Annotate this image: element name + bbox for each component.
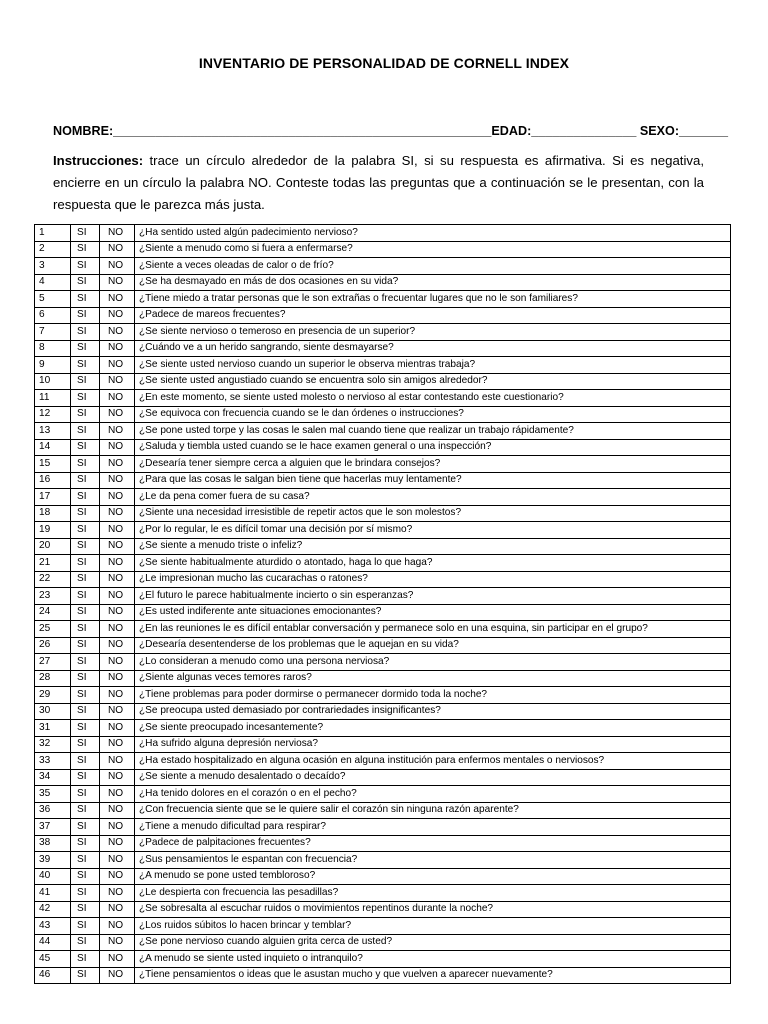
table-row — [35, 571, 731, 588]
answer-no-option[interactable]: NO — [100, 736, 135, 753]
table-row — [35, 885, 731, 902]
question-text: ¿Ha sentido usted algún padecimiento nervioso? — [135, 225, 731, 242]
question-number: 10 — [35, 373, 71, 390]
question-text: ¿Se ha desmayado en más de dos ocasiones en su vida? — [135, 274, 731, 291]
question-text: ¿Se sobresalta al escuchar ruidos o movimientos repentinos durante la noche? — [135, 901, 731, 918]
answer-no-option[interactable]: NO — [100, 604, 135, 621]
question-text: ¿Se siente usted angustiado cuando se encuentra solo sin amigos alrededor? — [135, 373, 731, 390]
table-row — [35, 472, 731, 489]
question-number: 21 — [35, 555, 71, 572]
answer-no-option[interactable]: NO — [100, 819, 135, 836]
answer-no-option[interactable]: NO — [100, 918, 135, 935]
table-row — [35, 852, 731, 869]
question-text: ¿Padece de palpitaciones frecuentes? — [135, 835, 731, 852]
answer-si-option[interactable]: SI — [71, 901, 100, 918]
answer-si-option[interactable]: SI — [71, 621, 100, 638]
answer-si-option[interactable]: SI — [71, 786, 100, 803]
answer-si-option[interactable]: SI — [71, 852, 100, 869]
question-text: ¿Se siente nervioso o temeroso en presencia de un superior? — [135, 324, 731, 341]
answer-si-option[interactable]: SI — [71, 934, 100, 951]
question-number: 16 — [35, 472, 71, 489]
question-text: ¿Siente a veces oleadas de calor o de frío? — [135, 258, 731, 275]
question-number: 6 — [35, 307, 71, 324]
answer-no-option[interactable]: NO — [100, 769, 135, 786]
answer-si-option[interactable]: SI — [71, 720, 100, 737]
question-text: ¿Para que las cosas le salgan bien tiene que hacerlas muy lentamente? — [135, 472, 731, 489]
table-row — [35, 967, 731, 984]
table-row — [35, 522, 731, 539]
answer-si-option[interactable]: SI — [71, 390, 100, 407]
answer-si-option[interactable]: SI — [71, 918, 100, 935]
answer-no-option[interactable]: NO — [100, 390, 135, 407]
answer-no-option[interactable]: NO — [100, 571, 135, 588]
answer-si-option[interactable]: SI — [71, 324, 100, 341]
table-row — [35, 390, 731, 407]
answer-si-option[interactable]: SI — [71, 241, 100, 258]
question-text: ¿El futuro le parece habitualmente incierto o sin esperanzas? — [135, 588, 731, 605]
answer-no-option[interactable]: NO — [100, 868, 135, 885]
table-row — [35, 406, 731, 423]
answer-si-option[interactable]: SI — [71, 373, 100, 390]
table-row — [35, 291, 731, 308]
question-number: 28 — [35, 670, 71, 687]
table-row — [35, 654, 731, 671]
answer-no-option[interactable]: NO — [100, 885, 135, 902]
question-number: 32 — [35, 736, 71, 753]
answer-no-option[interactable]: NO — [100, 241, 135, 258]
answer-no-option[interactable]: NO — [100, 835, 135, 852]
answer-si-option[interactable]: SI — [71, 538, 100, 555]
question-number: 11 — [35, 390, 71, 407]
question-text: ¿Siente algunas veces temores raros? — [135, 670, 731, 687]
question-number: 40 — [35, 868, 71, 885]
question-text: ¿Le despierta con frecuencia las pesadillas? — [135, 885, 731, 902]
question-number: 25 — [35, 621, 71, 638]
answer-no-option[interactable]: NO — [100, 522, 135, 539]
answer-si-option[interactable]: SI — [71, 670, 100, 687]
table-row — [35, 489, 731, 506]
answer-no-option[interactable]: NO — [100, 934, 135, 951]
question-number: 43 — [35, 918, 71, 935]
table-row — [35, 324, 731, 341]
question-text: ¿Lo consideran a menudo como una persona nerviosa? — [135, 654, 731, 671]
answer-si-option[interactable]: SI — [71, 736, 100, 753]
question-text: ¿Le impresionan mucho las cucarachas o ratones? — [135, 571, 731, 588]
answer-si-option[interactable]: SI — [71, 868, 100, 885]
question-number: 23 — [35, 588, 71, 605]
question-text: ¿Se siente habitualmente aturdido o atontado, haga lo que haga? — [135, 555, 731, 572]
answer-si-option[interactable]: SI — [71, 291, 100, 308]
answer-no-option[interactable]: NO — [100, 439, 135, 456]
table-row — [35, 835, 731, 852]
answer-no-option[interactable]: NO — [100, 588, 135, 605]
answer-si-option[interactable]: SI — [71, 604, 100, 621]
table-row — [35, 802, 731, 819]
answer-si-option[interactable]: SI — [71, 835, 100, 852]
table-row — [35, 934, 731, 951]
answer-no-option[interactable]: NO — [100, 555, 135, 572]
answer-no-option[interactable]: NO — [100, 505, 135, 522]
answer-no-option[interactable]: NO — [100, 274, 135, 291]
table-row — [35, 505, 731, 522]
answer-si-option[interactable]: SI — [71, 951, 100, 968]
answer-si-option[interactable]: SI — [71, 274, 100, 291]
answer-si-option[interactable]: SI — [71, 357, 100, 374]
answer-si-option[interactable]: SI — [71, 258, 100, 275]
answer-si-option[interactable]: SI — [71, 571, 100, 588]
question-number: 4 — [35, 274, 71, 291]
answer-no-option[interactable]: NO — [100, 621, 135, 638]
question-text: ¿Ha tenido dolores en el corazón o en el pecho? — [135, 786, 731, 803]
question-number: 42 — [35, 901, 71, 918]
answer-no-option[interactable]: NO — [100, 324, 135, 341]
personal-info-fields[interactable]: NOMBRE:______________________________________________________EDAD:_______________ SEXO:_______ — [53, 124, 729, 138]
answer-no-option[interactable]: NO — [100, 258, 135, 275]
answer-no-option[interactable]: NO — [100, 406, 135, 423]
question-number: 3 — [35, 258, 71, 275]
question-text: ¿Es usted indiferente ante situaciones emocionantes? — [135, 604, 731, 621]
question-number: 45 — [35, 951, 71, 968]
answer-si-option[interactable]: SI — [71, 654, 100, 671]
answer-si-option[interactable]: SI — [71, 885, 100, 902]
table-row — [35, 307, 731, 324]
answer-no-option[interactable]: NO — [100, 654, 135, 671]
question-text: ¿Sus pensamientos le espantan con frecuencia? — [135, 852, 731, 869]
answer-no-option[interactable]: NO — [100, 472, 135, 489]
answer-si-option[interactable]: SI — [71, 307, 100, 324]
question-text: ¿A menudo se pone usted tembloroso? — [135, 868, 731, 885]
question-text: ¿Ha sufrido alguna depresión nerviosa? — [135, 736, 731, 753]
question-number: 22 — [35, 571, 71, 588]
answer-no-option[interactable]: NO — [100, 802, 135, 819]
question-number: 9 — [35, 357, 71, 374]
answer-si-option[interactable]: SI — [71, 472, 100, 489]
table-row — [35, 456, 731, 473]
answer-no-option[interactable]: NO — [100, 291, 135, 308]
answer-no-option[interactable]: NO — [100, 753, 135, 770]
question-number: 19 — [35, 522, 71, 539]
answer-si-option[interactable]: SI — [71, 439, 100, 456]
answer-no-option[interactable]: NO — [100, 340, 135, 357]
question-number: 13 — [35, 423, 71, 440]
question-text: ¿Se pone usted torpe y las cosas le salen mal cuando tiene que realizar un trabajo rápidamente? — [135, 423, 731, 440]
table-row — [35, 357, 731, 374]
question-text: ¿En las reuniones le es difícil entablar conversación y permanece solo en una esquina, sin participar en el grupo? — [135, 621, 731, 638]
question-text: ¿Tiene problemas para poder dormirse o permanecer dormido toda la noche? — [135, 687, 731, 704]
question-number: 15 — [35, 456, 71, 473]
table-row — [35, 670, 731, 687]
table-row — [35, 720, 731, 737]
answer-no-option[interactable]: NO — [100, 456, 135, 473]
question-number: 14 — [35, 439, 71, 456]
answer-si-option[interactable]: SI — [71, 802, 100, 819]
question-number: 26 — [35, 637, 71, 654]
question-number: 39 — [35, 852, 71, 869]
question-number: 46 — [35, 967, 71, 984]
answer-no-option[interactable]: NO — [100, 967, 135, 984]
table-row — [35, 786, 731, 803]
answer-no-option[interactable]: NO — [100, 225, 135, 242]
question-text: ¿Saluda y tiembla usted cuando se le hace examen general o una inspección? — [135, 439, 731, 456]
answer-si-option[interactable]: SI — [71, 456, 100, 473]
table-row — [35, 538, 731, 555]
question-text: ¿Tiene miedo a tratar personas que le son extrañas o frecuentar lugares que no le son familiares? — [135, 291, 731, 308]
answer-si-option[interactable]: SI — [71, 753, 100, 770]
table-row — [35, 621, 731, 638]
question-number: 1 — [35, 225, 71, 242]
answer-si-option[interactable]: SI — [71, 703, 100, 720]
question-number: 5 — [35, 291, 71, 308]
table-row — [35, 736, 731, 753]
question-text: ¿Los ruidos súbitos lo hacen brincar y temblar? — [135, 918, 731, 935]
answer-no-option[interactable]: NO — [100, 489, 135, 506]
question-text: ¿Cuándo ve a un herido sangrando, siente desmayarse? — [135, 340, 731, 357]
answer-si-option[interactable]: SI — [71, 423, 100, 440]
question-number: 8 — [35, 340, 71, 357]
table-row — [35, 439, 731, 456]
table-row — [35, 258, 731, 275]
question-text: ¿Se siente a menudo desalentado o decaído? — [135, 769, 731, 786]
question-number: 35 — [35, 786, 71, 803]
answer-si-option[interactable]: SI — [71, 967, 100, 984]
question-text: ¿Se pone nervioso cuando alguien grita cerca de usted? — [135, 934, 731, 951]
table-row — [35, 588, 731, 605]
question-number: 30 — [35, 703, 71, 720]
question-text: ¿Siente una necesidad irresistible de repetir actos que le son molestos? — [135, 505, 731, 522]
table-row — [35, 918, 731, 935]
answer-no-option[interactable]: NO — [100, 901, 135, 918]
instructions — [53, 150, 704, 216]
answer-si-option[interactable]: SI — [71, 637, 100, 654]
answer-no-option[interactable]: NO — [100, 373, 135, 390]
table-row — [35, 423, 731, 440]
answer-si-option[interactable]: SI — [71, 340, 100, 357]
answer-si-option[interactable]: SI — [71, 819, 100, 836]
answer-no-option[interactable]: NO — [100, 703, 135, 720]
question-text: ¿Se siente preocupado incesantemente? — [135, 720, 731, 737]
answer-si-option[interactable]: SI — [71, 406, 100, 423]
table-row — [35, 753, 731, 770]
question-number: 24 — [35, 604, 71, 621]
answer-si-option[interactable]: SI — [71, 687, 100, 704]
question-number: 33 — [35, 753, 71, 770]
question-number: 38 — [35, 835, 71, 852]
table-row — [35, 868, 731, 885]
answer-si-option[interactable]: SI — [71, 489, 100, 506]
question-text: ¿Se siente a menudo triste o infeliz? — [135, 538, 731, 555]
table-row — [35, 604, 731, 621]
question-text: ¿En este momento, se siente usted molesto o nervioso al estar contestando este cuestionario? — [135, 390, 731, 407]
question-text: ¿Desearía tener siempre cerca a alguien que le brindara consejos? — [135, 456, 731, 473]
table-row — [35, 901, 731, 918]
question-text: ¿Se siente usted nervioso cuando un superior le observa mientras trabaja? — [135, 357, 731, 374]
question-number: 2 — [35, 241, 71, 258]
answer-no-option[interactable]: NO — [100, 951, 135, 968]
table-row — [35, 340, 731, 357]
answer-no-option[interactable]: NO — [100, 538, 135, 555]
answer-no-option[interactable]: NO — [100, 687, 135, 704]
answer-no-option[interactable]: NO — [100, 670, 135, 687]
table-row — [35, 703, 731, 720]
question-text: ¿Tiene a menudo dificultad para respirar? — [135, 819, 731, 836]
question-number: 27 — [35, 654, 71, 671]
answer-no-option[interactable]: NO — [100, 637, 135, 654]
question-number: 12 — [35, 406, 71, 423]
answer-no-option[interactable]: NO — [100, 786, 135, 803]
question-text: ¿Por lo regular, le es difícil tomar una decisión por sí mismo? — [135, 522, 731, 539]
answer-si-option[interactable]: SI — [71, 555, 100, 572]
answer-si-option[interactable]: SI — [71, 522, 100, 539]
question-text: ¿Con frecuencia siente que se le quiere salir el corazón sin ninguna razón aparente? — [135, 802, 731, 819]
question-text: ¿Padece de mareos frecuentes? — [135, 307, 731, 324]
question-text: ¿Desearía desentenderse de los problemas que le aquejan en su vida? — [135, 637, 731, 654]
table-row — [35, 637, 731, 654]
table-row — [35, 819, 731, 836]
question-text: ¿Se equivoca con frecuencia cuando se le dan órdenes o instrucciones? — [135, 406, 731, 423]
table-row — [35, 373, 731, 390]
answer-no-option[interactable]: NO — [100, 357, 135, 374]
answer-si-option[interactable]: SI — [71, 505, 100, 522]
question-text: ¿Siente a menudo como si fuera a enfermarse? — [135, 241, 731, 258]
question-text: ¿Tiene pensamientos o ideas que le asustan mucho y que vuelven a aparecer nuevamente? — [135, 967, 731, 984]
question-number: 36 — [35, 802, 71, 819]
question-text: ¿Se preocupa usted demasiado por contrariedades insignificantes? — [135, 703, 731, 720]
question-number: 20 — [35, 538, 71, 555]
answer-si-option[interactable]: SI — [71, 225, 100, 242]
table-row — [35, 274, 731, 291]
answer-no-option[interactable]: NO — [100, 720, 135, 737]
question-number: 29 — [35, 687, 71, 704]
question-number: 31 — [35, 720, 71, 737]
question-number: 18 — [35, 505, 71, 522]
table-row — [35, 687, 731, 704]
answer-no-option[interactable]: NO — [100, 307, 135, 324]
table-row — [35, 769, 731, 786]
question-number: 34 — [35, 769, 71, 786]
question-number: 37 — [35, 819, 71, 836]
question-number: 44 — [35, 934, 71, 951]
question-text: ¿Le da pena comer fuera de su casa? — [135, 489, 731, 506]
document-title: INVENTARIO DE PERSONALIDAD DE CORNELL INDEX — [198, 55, 570, 71]
answer-si-option[interactable]: SI — [71, 588, 100, 605]
instructions-label: Instrucciones: — [53, 153, 144, 168]
question-text: ¿A menudo se siente usted inquieto o intranquilo? — [135, 951, 731, 968]
question-number: 41 — [35, 885, 71, 902]
table-row — [35, 225, 731, 242]
answer-no-option[interactable]: NO — [100, 423, 135, 440]
table-row — [35, 951, 731, 968]
question-text: ¿Ha estado hospitalizado en alguna ocasión en alguna institución para enfermos mentales o nerviosos? — [135, 753, 731, 770]
answer-no-option[interactable]: NO — [100, 852, 135, 869]
table-row — [35, 241, 731, 258]
question-number: 17 — [35, 489, 71, 506]
answer-si-option[interactable]: SI — [71, 769, 100, 786]
table-row — [35, 555, 731, 572]
questions-table — [34, 224, 731, 984]
question-number: 7 — [35, 324, 71, 341]
instructions-text: trace un círculo alrededor de la palabra SI, si su respuesta es afirmativa. Si es negativa, encierre en un círculo la palabra NO. Conteste todas las preguntas que a continuación se le presentan, con la respuesta que le parezca más justa. — [53, 153, 704, 212]
